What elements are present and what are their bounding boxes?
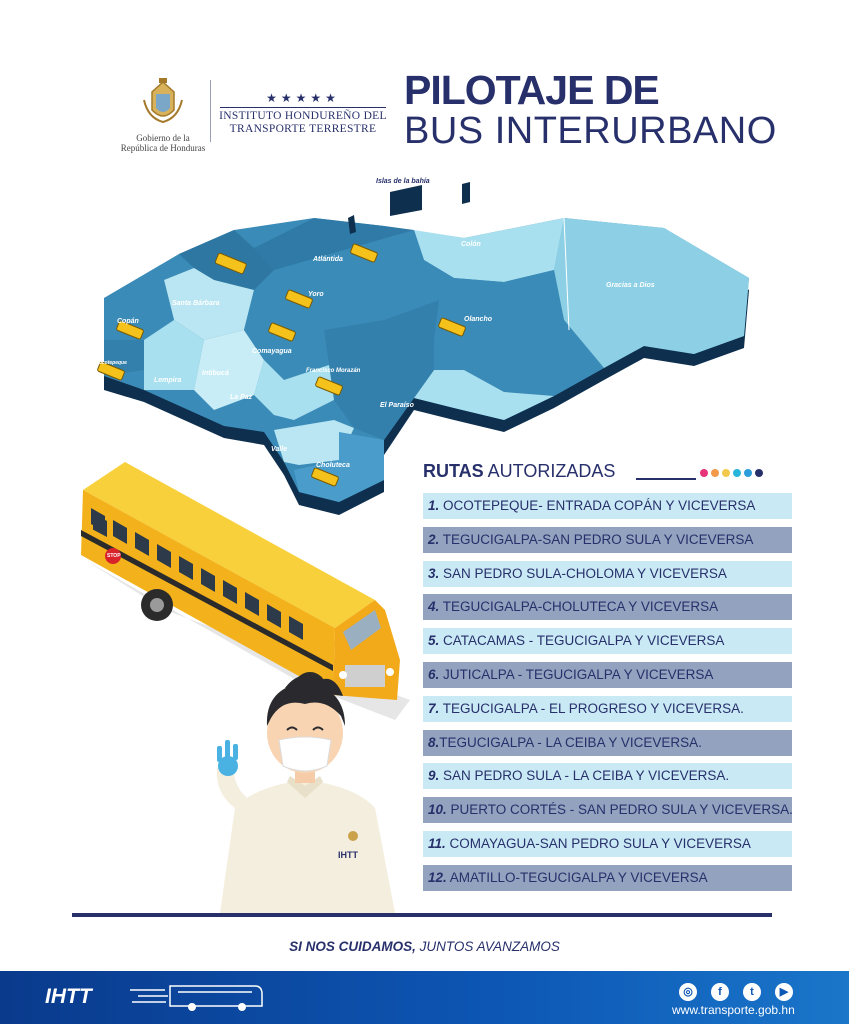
page-title-line1: PILOTAJE DE (404, 67, 659, 113)
label-atlantida: Atlántida (313, 256, 343, 263)
route-item (423, 763, 792, 789)
youtube-icon[interactable]: ▶ (775, 983, 793, 1001)
label-comayagua: Comayagua (252, 348, 292, 355)
route-text: OCOTEPEQUE- ENTRADA COPÁN Y VICEVERSA (439, 498, 756, 513)
label-lempira: Lempira (154, 377, 182, 384)
person-with-mask-icon (195, 668, 410, 913)
label-santa-barbara: Santa Bárbara (172, 300, 220, 307)
route-item (423, 561, 792, 587)
label-valle: Valle (271, 446, 288, 453)
color-dots (700, 469, 763, 477)
label-choluteca: Choluteca (316, 462, 350, 469)
route-item (423, 662, 792, 688)
route-number: 6. (428, 667, 440, 682)
routes-heading (423, 461, 615, 482)
footer-brand: IHTT (45, 985, 92, 1008)
route-item (423, 831, 792, 857)
color-dot (744, 469, 752, 477)
color-dot (711, 469, 719, 477)
route-text: TEGUCIGALPA-CHOLUTECA Y VICEVERSA (439, 599, 719, 614)
slogan-rest: JUNTOS AVANZAMOS (415, 939, 560, 954)
routes-heading-line (636, 478, 696, 480)
shirt-logo-text: IHTT (338, 850, 358, 860)
route-number: 12. (428, 870, 447, 885)
route-text: AMATILLO-TEGUCIGALPA Y VICEVERSA (446, 870, 708, 885)
label-francisco-morazan: Francisco Morazán (306, 368, 361, 374)
label-copan: Copán (117, 318, 139, 325)
route-number: 9. (428, 768, 440, 783)
stars-icon: ★★★★★ (266, 91, 340, 105)
routes-heading-rest: AUTORIZADAS (483, 461, 616, 481)
route-number: 2. (428, 532, 440, 547)
facebook-icon[interactable]: f (711, 983, 729, 1001)
slogan-line (72, 913, 772, 917)
header-divider (210, 80, 211, 142)
person-illustration (195, 668, 410, 913)
route-number: 5. (428, 633, 440, 648)
label-ocotepeque: Ocotepeque (98, 360, 127, 366)
label-intibuca: Intibucá (202, 370, 229, 377)
color-dot (722, 469, 730, 477)
page-title-line2: BUS INTERURBANO (404, 110, 777, 152)
route-text: JUTICALPA - TEGUCIGALPA Y VICEVERSA (439, 667, 714, 682)
color-dot (700, 469, 708, 477)
route-text: PUERTO CORTÉS - SAN PEDRO SULA Y VICEVERSA. (446, 802, 793, 817)
label-la-paz: La Paz (230, 394, 253, 401)
color-dot (733, 469, 741, 477)
label-colon: Colón (461, 241, 481, 248)
color-dot (755, 469, 763, 477)
route-number: 4. (428, 599, 440, 614)
stop-sign-label: STOP (107, 553, 121, 559)
twitter-icon[interactable]: t (743, 983, 761, 1001)
institute-line2: TRANSPORTE TERRESTRE (229, 123, 377, 135)
label-gracias: Gracias a Dios (606, 282, 655, 289)
label-islas: Islas de la bahía (376, 178, 430, 185)
route-text: COMAYAGUA-SAN PEDRO SULA Y VICEVERSA (445, 836, 751, 851)
label-yoro: Yoro (308, 291, 324, 298)
coat-of-arms-icon (118, 78, 208, 128)
gov-line2: República de Honduras (120, 143, 206, 153)
route-item (423, 696, 792, 722)
route-item (423, 730, 792, 756)
route-text: TEGUCIGALPA - EL PROGRESO Y VICEVERSA. (439, 701, 744, 716)
label-el-paraiso: El Paraíso (380, 402, 414, 409)
ihtt-logo (214, 91, 392, 136)
route-text: SAN PEDRO SULA - LA CEIBA Y VICEVERSA. (439, 768, 730, 783)
gov-line1: Gobierno de la (136, 133, 190, 143)
route-number: 3. (428, 566, 440, 581)
label-olancho: Olancho (464, 316, 493, 323)
route-item (423, 527, 792, 553)
routes-heading-bold: RUTAS (423, 461, 484, 481)
route-number: 7. (428, 701, 440, 716)
route-number: 10. (428, 802, 447, 817)
route-text: CATACAMAS - TEGUCIGALPA Y VICEVERSA (439, 633, 725, 648)
route-item (423, 493, 792, 519)
route-number: 1. (428, 498, 440, 513)
route-text: TEGUCIGALPA-SAN PEDRO SULA Y VICEVERSA (439, 532, 754, 547)
instagram-icon[interactable]: ◎ (679, 983, 697, 1001)
route-number: 11. (428, 836, 446, 851)
footer-website[interactable]: www.transporte.gob.hn (672, 1003, 795, 1017)
route-item (423, 797, 792, 823)
route-item (423, 865, 792, 891)
route-item (423, 594, 792, 620)
bus-outline-icon (130, 982, 265, 1012)
footer-bus-icon (130, 982, 265, 1017)
institute-line1: INSTITUTO HONDUREÑO DEL (219, 110, 387, 122)
route-text: SAN PEDRO SULA-CHOLOMA Y VICEVERSA (439, 566, 727, 581)
route-item (423, 628, 792, 654)
route-number: 8. (428, 735, 440, 750)
slogan-bold: SI NOS CUIDAMOS, (289, 939, 416, 954)
slogan (0, 939, 849, 954)
route-text: TEGUCIGALPA - LA CEIBA Y VICEVERSA. (439, 735, 702, 750)
gov-logo (118, 78, 208, 153)
